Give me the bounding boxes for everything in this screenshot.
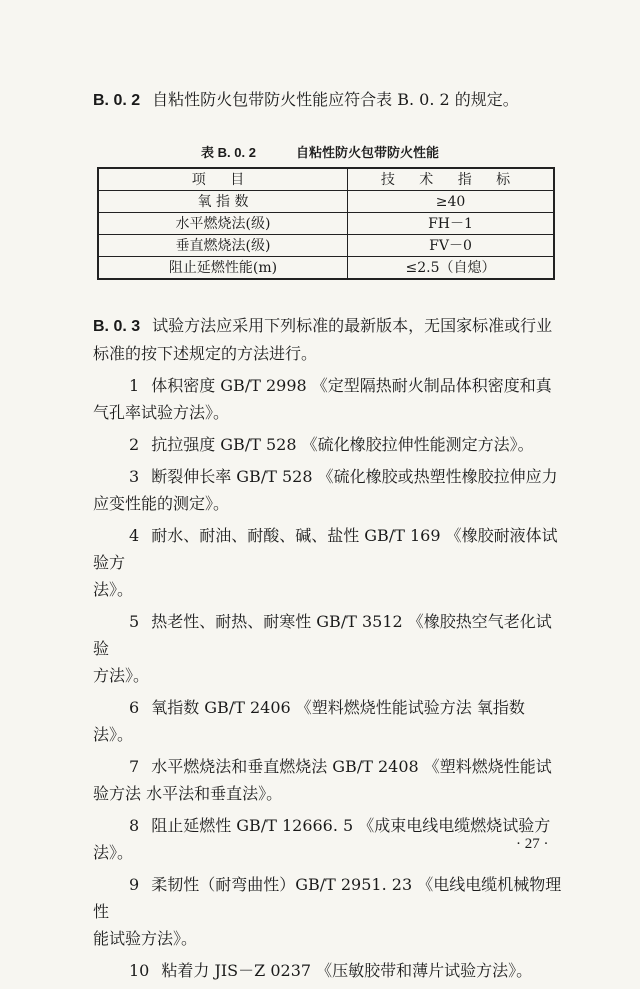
table-caption-title: 自粘性防火包带防火性能 [295,145,439,160]
list-item-number: 3 [129,467,140,486]
list-item-text: 应变性能的测定》。 [93,494,230,513]
list-item-text: 阻止延燃性 GB/T 12666. 5 《成束电线电缆燃烧试验方 [151,816,551,835]
table-cell: 垂直燃烧法(级) [98,235,348,257]
list-item [93,812,563,866]
table-cell: FV－0 [348,235,555,257]
list-item-text: 断裂伸长率 GB/T 528 《硫化橡胶或热塑性橡胶拉伸应力 [151,467,558,486]
table-cell: FH－1 [348,213,555,235]
list-item-text: 耐水、耐油、耐酸、碱、盐性 GB/T 169 《橡胶耐液体试验方 [93,526,558,572]
table-cell: 水平燃烧法(级) [98,213,348,235]
list-item-number: 10 [129,961,150,980]
table-row [98,191,554,213]
list-item [93,694,563,748]
clause-text: 标准的按下述规定的方法进行。 [93,344,318,363]
list-item-number: 1 [129,376,140,395]
list-item-text: 法》。 [93,580,134,599]
list-item [93,431,563,458]
table-caption [0,142,640,161]
clause-number: B. 0. 2 [93,92,141,109]
list-item [93,522,563,603]
table-header-spec: 技 术 指 标 [348,168,555,191]
table-header-row [98,168,554,191]
page-number: · 27 · [516,836,549,852]
clause-b02 [93,88,519,113]
list-item-text: 水平燃烧法和垂直燃烧法 GB/T 2408 《塑料燃烧性能试 [151,757,552,776]
list-item-text: 体积密度 GB/T 2998 《定型隔热耐火制品体积密度和真 [151,376,552,395]
fire-performance-table [97,167,555,280]
list-item-text: 方法》。 [93,666,150,685]
list-item [93,753,563,807]
list-item-text: 热老性、耐热、耐寒性 GB/T 3512 《橡胶热空气老化试验 [93,612,552,658]
clause-text: 试验方法应采用下列标准的最新版本，无国家标准或行业 [152,316,553,335]
list-item [93,463,563,517]
list-item-text: 粘着力 JIS－Z 0237 《压敏胶带和薄片试验方法》。 [161,961,533,980]
table-row [98,257,554,280]
list-item-number: 7 [129,757,140,776]
list-item-number: 9 [129,875,140,894]
clause-text: 自粘性防火包带防火性能应符合表 B. 0. 2 的规定。 [152,90,519,109]
list-item-text: 气孔率试验方法》。 [93,403,230,422]
list-item-number: 8 [129,816,140,835]
table-header-item: 项 目 [98,168,348,191]
table-cell: ≥40 [348,191,555,213]
list-item [93,372,563,426]
list-item-number: 5 [129,612,140,631]
list-item-number: 2 [129,435,140,454]
list-item [93,608,563,689]
list-item-number: 4 [129,526,140,545]
list-item-text: 柔韧性（耐弯曲性）GB/T 2951. 23 《电线电缆机械物理性 [93,875,562,921]
list-item-text: 法》。 [93,843,134,862]
clause-b03 [93,312,563,367]
table-cell: ≤2.5（自熄） [348,257,555,280]
list-item-text: 能试验方法》。 [93,929,198,948]
clause-b03-body [93,312,563,989]
list-item-number: 6 [129,698,140,717]
list-item-text: 氧指数 GB/T 2406 《塑料燃烧性能试验方法 氧指数法》。 [93,698,525,744]
list-item-text: 验方法 水平法和垂直法》。 [93,784,283,803]
table-cell: 氧 指 数 [98,191,348,213]
list-item [93,957,563,984]
list-item-text: 抗拉强度 GB/T 528 《硫化橡胶拉伸性能测定方法》。 [151,435,534,454]
clause-number: B. 0. 3 [93,318,141,335]
table-cell: 阻止延燃性能(m) [98,257,348,280]
list-item [93,871,563,952]
table-row [98,235,554,257]
table-caption-number: 表 B. 0. 2 [201,145,256,160]
table-row [98,213,554,235]
